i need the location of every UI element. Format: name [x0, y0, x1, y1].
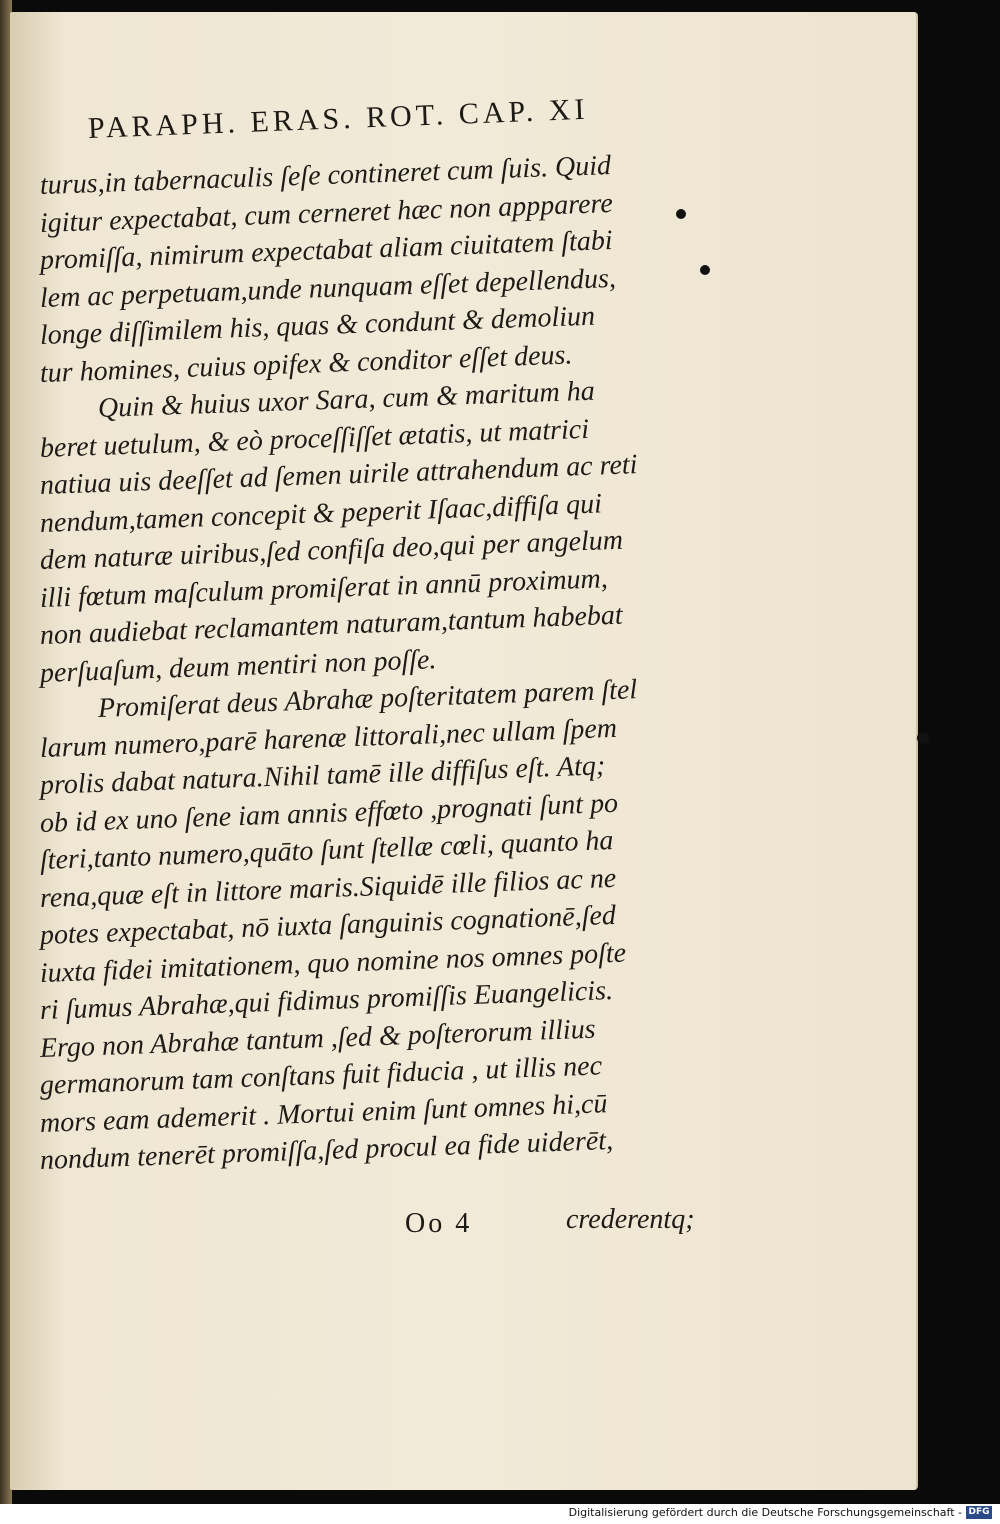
ink-spot — [917, 732, 929, 744]
text-line: longe diſſimilem his, quas & condunt & demoliun — [39, 300, 596, 351]
text-line: prolis dabat natura.Nihil tamē ille diffiſus eſt. Atq; — [39, 750, 606, 801]
text-line: larum numero,parē harenæ littorali,nec ullam ſpem — [39, 712, 618, 764]
text-line: iuxta fidei imitationem, quo nomine nos omnes poſte — [39, 937, 627, 989]
dfg-logo: DFG — [966, 1506, 992, 1519]
text-line: ri ſumus Abrahæ,qui fidimus promiſſis Euangelicis. — [39, 975, 614, 1026]
text-line: natiua uis deeſſet ad ſemen uirile attrahendum ac reti — [39, 449, 638, 501]
text-line: dem naturæ uiribus,ſed confiſa deo,qui per angelum — [39, 524, 624, 576]
text-line: non audiebat reclamantem naturam,tantum habebat — [39, 599, 624, 651]
text-line: Quin & huius uxor Sara, cum & maritum ha — [97, 375, 596, 424]
ink-spot — [700, 265, 710, 275]
catchword: crederentq; — [566, 1204, 695, 1235]
text-line: potes expectabat, nō iuxta ſanguinis cognationē,ſed — [39, 899, 617, 951]
text-line: promiſſa, nimirum expectabat aliam ciuitatem ſtabi — [39, 225, 614, 276]
text-line: rena,quæ eſt in littore maris.Siquidē ille filios ac ne — [39, 862, 617, 914]
text-line: beret uetulum, & eò proceſſiſſet ætatis, ut matrici — [39, 413, 590, 464]
running-head: PARAPH. ERAS. ROT. CAP. XI — [87, 92, 590, 145]
text-line: Promiſerat deus Abrahæ poſteritatem parem ſtel — [97, 674, 638, 724]
text-line: Ergo non Abrahæ tantum ,ſed & poſterorum illius — [39, 1013, 597, 1064]
text-line: illi fœtum maſculum promiſerat in annū proximum, — [39, 562, 609, 614]
ink-spot — [676, 209, 686, 219]
footer-credit: Digitalisierung gefördert durch die Deutsche Forschungsgemeinschaft - — [568, 1506, 962, 1519]
text-line: nendum,tamen concepit & peperit Iſaac,diffiſa qui — [39, 487, 603, 539]
text-line: igitur expectabat, cum cerneret hæc non appparere — [39, 187, 614, 239]
text-line: tur homines, cuius opifex & conditor eſſet deus. — [39, 338, 573, 389]
text-line: germanorum tam conſtans fuit fiducia , ut illis nec — [39, 1050, 603, 1101]
body-text — [39, 150, 700, 1180]
text-line: ob id ex uno ſene iam annis effœto ,prognati ſunt po — [39, 787, 619, 839]
text-line: nondum tenerēt promiſſa,ſed procul ea fide uiderēt, — [39, 1124, 614, 1176]
signature-mark: Oo 4 — [405, 1208, 473, 1239]
text-line: lem ac perpetuam,unde nunquam eſſet depellendus, — [39, 262, 617, 314]
text-line: turus,in tabernaculis ſeſe contineret cum ſuis. Quid — [39, 150, 612, 201]
book-page — [10, 12, 918, 1490]
text-line: ſteri,tanto numero,quāto ſunt ſtellæ cœli, quanto ha — [39, 824, 614, 876]
text-line: mors eam ademerit . Mortui enim ſunt omnes hi,cū — [39, 1087, 608, 1139]
text-line: perſuaſum, deum mentiri non poſſe. — [39, 643, 437, 689]
